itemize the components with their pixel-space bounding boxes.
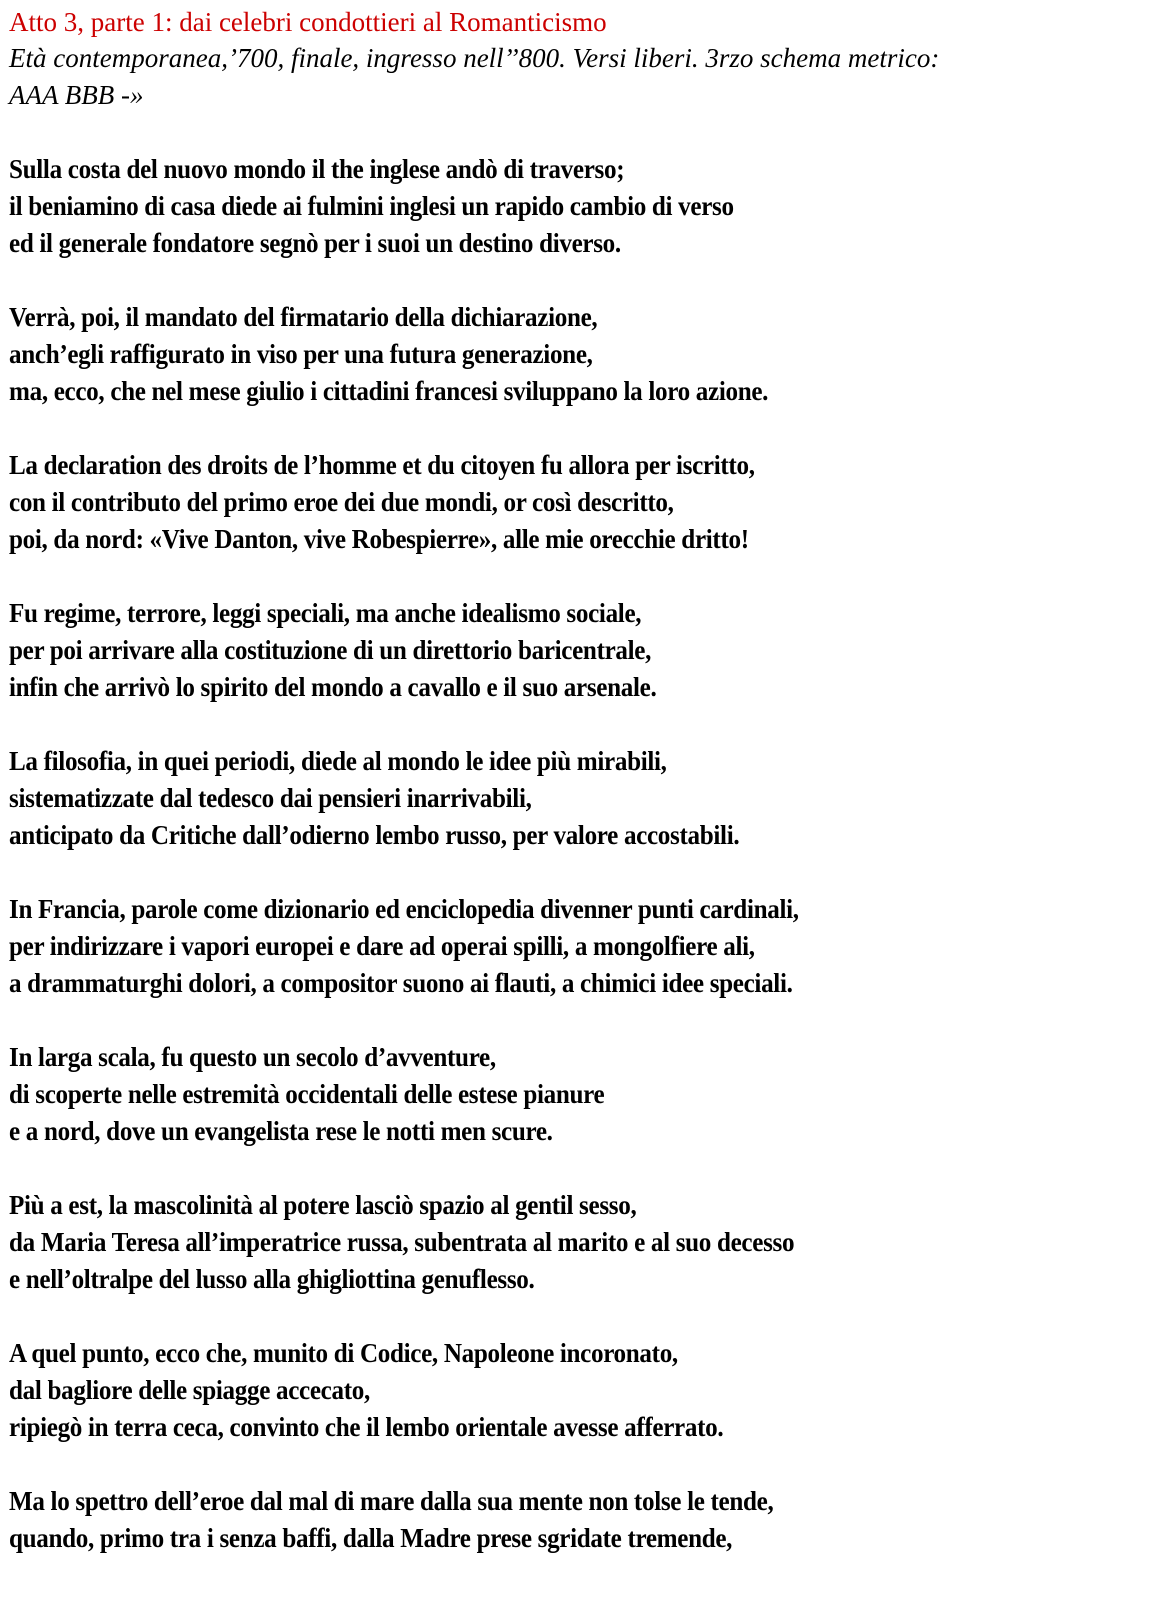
verse-line: e nell’oltralpe del lusso alla ghigliottina genuflesso. — [9, 1264, 535, 1294]
stanza — [9, 891, 1154, 1002]
stanza — [9, 1335, 1154, 1446]
verse-line: sistematizzate dal tedesco dai pensieri inarrivabili, — [9, 783, 532, 813]
stanza — [9, 743, 1154, 854]
verse-line: Sulla costa del nuovo mondo il the inglese andò di traverso; — [9, 154, 625, 184]
stanza — [9, 1187, 1154, 1298]
stanza — [9, 1039, 1154, 1150]
stanza — [9, 151, 1154, 262]
verse-line: La declaration des droits de l’homme et du citoyen fu allora per iscritto, — [9, 450, 755, 480]
verse-line: il beniamino di casa diede ai fulmini inglesi un rapido cambio di verso — [9, 191, 734, 221]
document-title: Atto 3, parte 1: dai celebri condottieri al Romanticismo — [9, 7, 607, 37]
verse-line: La filosofia, in quei periodi, diede al mondo le idee più mirabili, — [9, 746, 667, 776]
verse-line: ma, ecco, che nel mese giulio i cittadini francesi sviluppano la loro azione. — [9, 376, 769, 406]
verse-line: Fu regime, terrore, leggi speciali, ma anche idealismo sociale, — [9, 598, 642, 628]
stanza — [9, 299, 1154, 410]
verse-line: In Francia, parole come dizionario ed enciclopedia divenner punti cardinali, — [9, 894, 799, 924]
verse-line: A quel punto, ecco che, munito di Codice, Napoleone incoronato, — [9, 1338, 678, 1368]
verse-line: e a nord, dove un evangelista rese le notti men scure. — [9, 1116, 553, 1146]
verse-line: anticipato da Critiche dall’odierno lembo russo, per valore accostabili. — [9, 820, 740, 850]
verse-line: quando, primo tra i senza baffi, dalla Madre prese sgridate tremende, — [9, 1523, 733, 1553]
verse-line: infin che arrivò lo spirito del mondo a cavallo e il suo arsenale. — [9, 672, 657, 702]
poem-body — [9, 151, 1154, 1557]
subtitle-line: Età contemporanea,’700, finale, ingresso nell’’800. Versi liberi. 3rzo schema metrico: — [9, 43, 940, 73]
verse-line: Più a est, la mascolinità al potere lasciò spazio al gentil sesso, — [9, 1190, 637, 1220]
verse-line: da Maria Teresa all’imperatrice russa, subentrata al marito e al suo decesso — [9, 1227, 795, 1257]
subtitle-line: AAA BBB -» — [9, 80, 144, 110]
verse-line: Ma lo spettro dell’eroe dal mal di mare dalla sua mente non tolse le tende, — [9, 1486, 774, 1516]
verse-line: di scoperte nelle estremità occidentali delle estese pianure — [9, 1079, 605, 1109]
verse-line: ripiegò in terra ceca, convinto che il lembo orientale avesse afferrato. — [9, 1412, 724, 1442]
verse-line: ed il generale fondatore segnò per i suoi un destino diverso. — [9, 228, 621, 258]
document-subtitle — [9, 40, 1154, 114]
stanza — [9, 595, 1154, 706]
stanza — [9, 1483, 1154, 1557]
verse-line: con il contributo del primo eroe dei due mondi, or così descritto, — [9, 487, 674, 517]
verse-line: anch’egli raffigurato in viso per una futura generazione, — [9, 339, 593, 369]
verse-line: In larga scala, fu questo un secolo d’avventure, — [9, 1042, 496, 1072]
stanza — [9, 447, 1154, 558]
verse-line: a drammaturghi dolori, a compositor suono ai flauti, a chimici idee speciali. — [9, 968, 793, 998]
verse-line: poi, da nord: «Vive Danton, vive Robespierre», alle mie orecchie dritto! — [9, 524, 749, 554]
verse-line: Verrà, poi, il mandato del firmatario della dichiarazione, — [9, 302, 598, 332]
verse-line: per poi arrivare alla costituzione di un direttorio baricentrale, — [9, 635, 652, 665]
verse-line: per indirizzare i vapori europei e dare ad operai spilli, a mongolfiere ali, — [9, 931, 755, 961]
verse-line: dal bagliore delle spiagge accecato, — [9, 1375, 370, 1405]
